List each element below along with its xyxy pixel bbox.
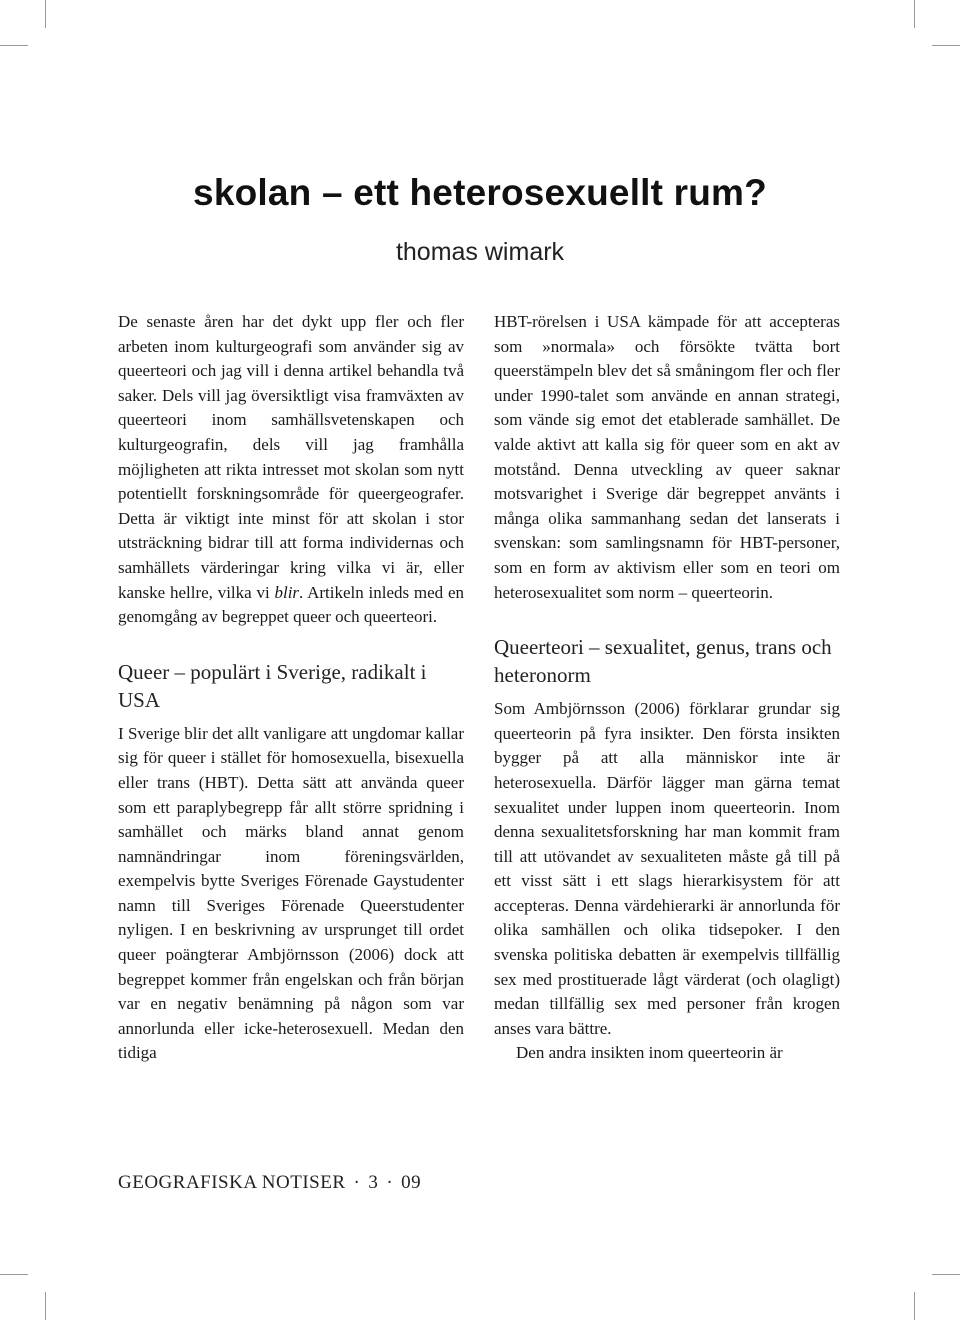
paragraph-hbt: HBT-rörelsen i USA kämpade för att accepteras som »normala» och försökte tvätta bort queerstämpeln blev det så småningom fler och fler under 1990-talet som använde en annan strategi, som vände sig emot det etablerade samhället. De valde aktivt att kalla sig för queer som en akt av motstånd. Denna utveckling av queer saknar motsvarighet i Sverige där begreppet använts i många olika sammanhang sedan det lanserats i svenskan: som samlingsnamn för HBT-personer, som en form av aktivism eller som en teori om heterosexualitet som norm – queerteorin.	[494, 312, 840, 602]
section-heading-queer: Queer – populärt i Sverige, radikalt i USA	[118, 659, 427, 712]
intro-text-end: . Artikeln inleds med en genomgång av begreppet queer och queerteori.	[118, 582, 465, 627]
right-column	[494, 310, 840, 1066]
crop-mark-top-left-h	[0, 45, 28, 46]
intro-italic-word: blir	[274, 582, 300, 602]
section-paragraph-queer: I Sverige blir det allt vanligare att ungdomar kallar sig för queer i stället för homosexuella, bisexuella eller trans (HBT). Detta sätt att använda queer som ett paraplybegrepp får allt större spridning i samhället och märks bland annat genom namnändringar inom föreningsvärlden, exempelvis bytte Sveriges Förenade Gaystudenter namn till Sveriges Förenade Queerstudenter nyligen. I en beskrivning av ursprunget till ordet queer poängterar Ambjörnsson (2006) dock att begreppet kommer från engelskan och från början var en negativ benämning på någon som var annorlunda eller icke-heterosexuell. Medan den tidiga	[118, 723, 464, 1063]
issue-number: 3	[368, 1172, 379, 1193]
footer-separator: ·	[353, 1172, 361, 1193]
paragraph-insights: Som Ambjörnsson (2006) förklarar grundar sig queerteorin på fyra insikter. Den första insikten bygger på att alla människor inte är heterosexuella. Därför lägger man gärna temat sexualitet under luppen inom queerteorin. Inom denna sexualitetsforskning har man kommit fram till att utövandet av sexualiteten måste gå till på ett visst sätt i ett slags hierarkisystem för att accepteras. Denna värdehierarki är annorlunda för olika samhällen och olika tidsepoker. I den svenska politiska debatten är exempelvis tillfällig sex med prostituerade lågt värderat (och olagligt) medan tillfällig sex med personer från krogen anses vara bättre.	[494, 699, 840, 1038]
article-author: thomas wimark	[395, 238, 565, 266]
article-title: skolan – ett heterosexuellt rum?	[193, 172, 767, 213]
crop-mark-bottom-left-v	[45, 1292, 46, 1320]
crop-mark-top-right-h	[932, 45, 960, 46]
intro-paragraph	[118, 310, 464, 630]
crop-mark-top-right-v	[914, 0, 915, 28]
paragraph-second-insight: Den andra insikten inom queerteorin är	[516, 1043, 783, 1063]
intro-text: De senaste åren har det dykt upp fler och fler arbeten inom kulturgeografi som använder sig av queerteori och jag vill i denna artikel behandla två saker. Dels vill jag översiktligt visa framväxten av queerteori inom samhällsvetenskapen och kulturgeografin, dels vill jag framhålla möjligheten att rikta intresset mot skolan som nytt potentiellt forskningsområde för queergeografer. Detta är viktigt inte minst för att skolan i stor utsträckning bidrar till att forma individernas och samhällets värderingar kring vilka vi är, eller kanske hellre, vilka vi	[118, 312, 464, 602]
crop-mark-bottom-right-h	[932, 1274, 960, 1275]
page-footer	[118, 1172, 421, 1194]
crop-mark-top-left-v	[45, 0, 46, 28]
journal-name: GEOGRAFISKA NOTISER	[118, 1172, 346, 1193]
left-column	[118, 310, 464, 1066]
footer-separator-2: ·	[386, 1172, 394, 1193]
crop-mark-bottom-left-h	[0, 1274, 28, 1275]
section-heading-queerteori: Queerteori – sexualitet, genus, trans och heteronorm	[494, 635, 832, 688]
crop-mark-bottom-right-v	[914, 1292, 915, 1320]
issue-year: 09	[401, 1172, 422, 1193]
